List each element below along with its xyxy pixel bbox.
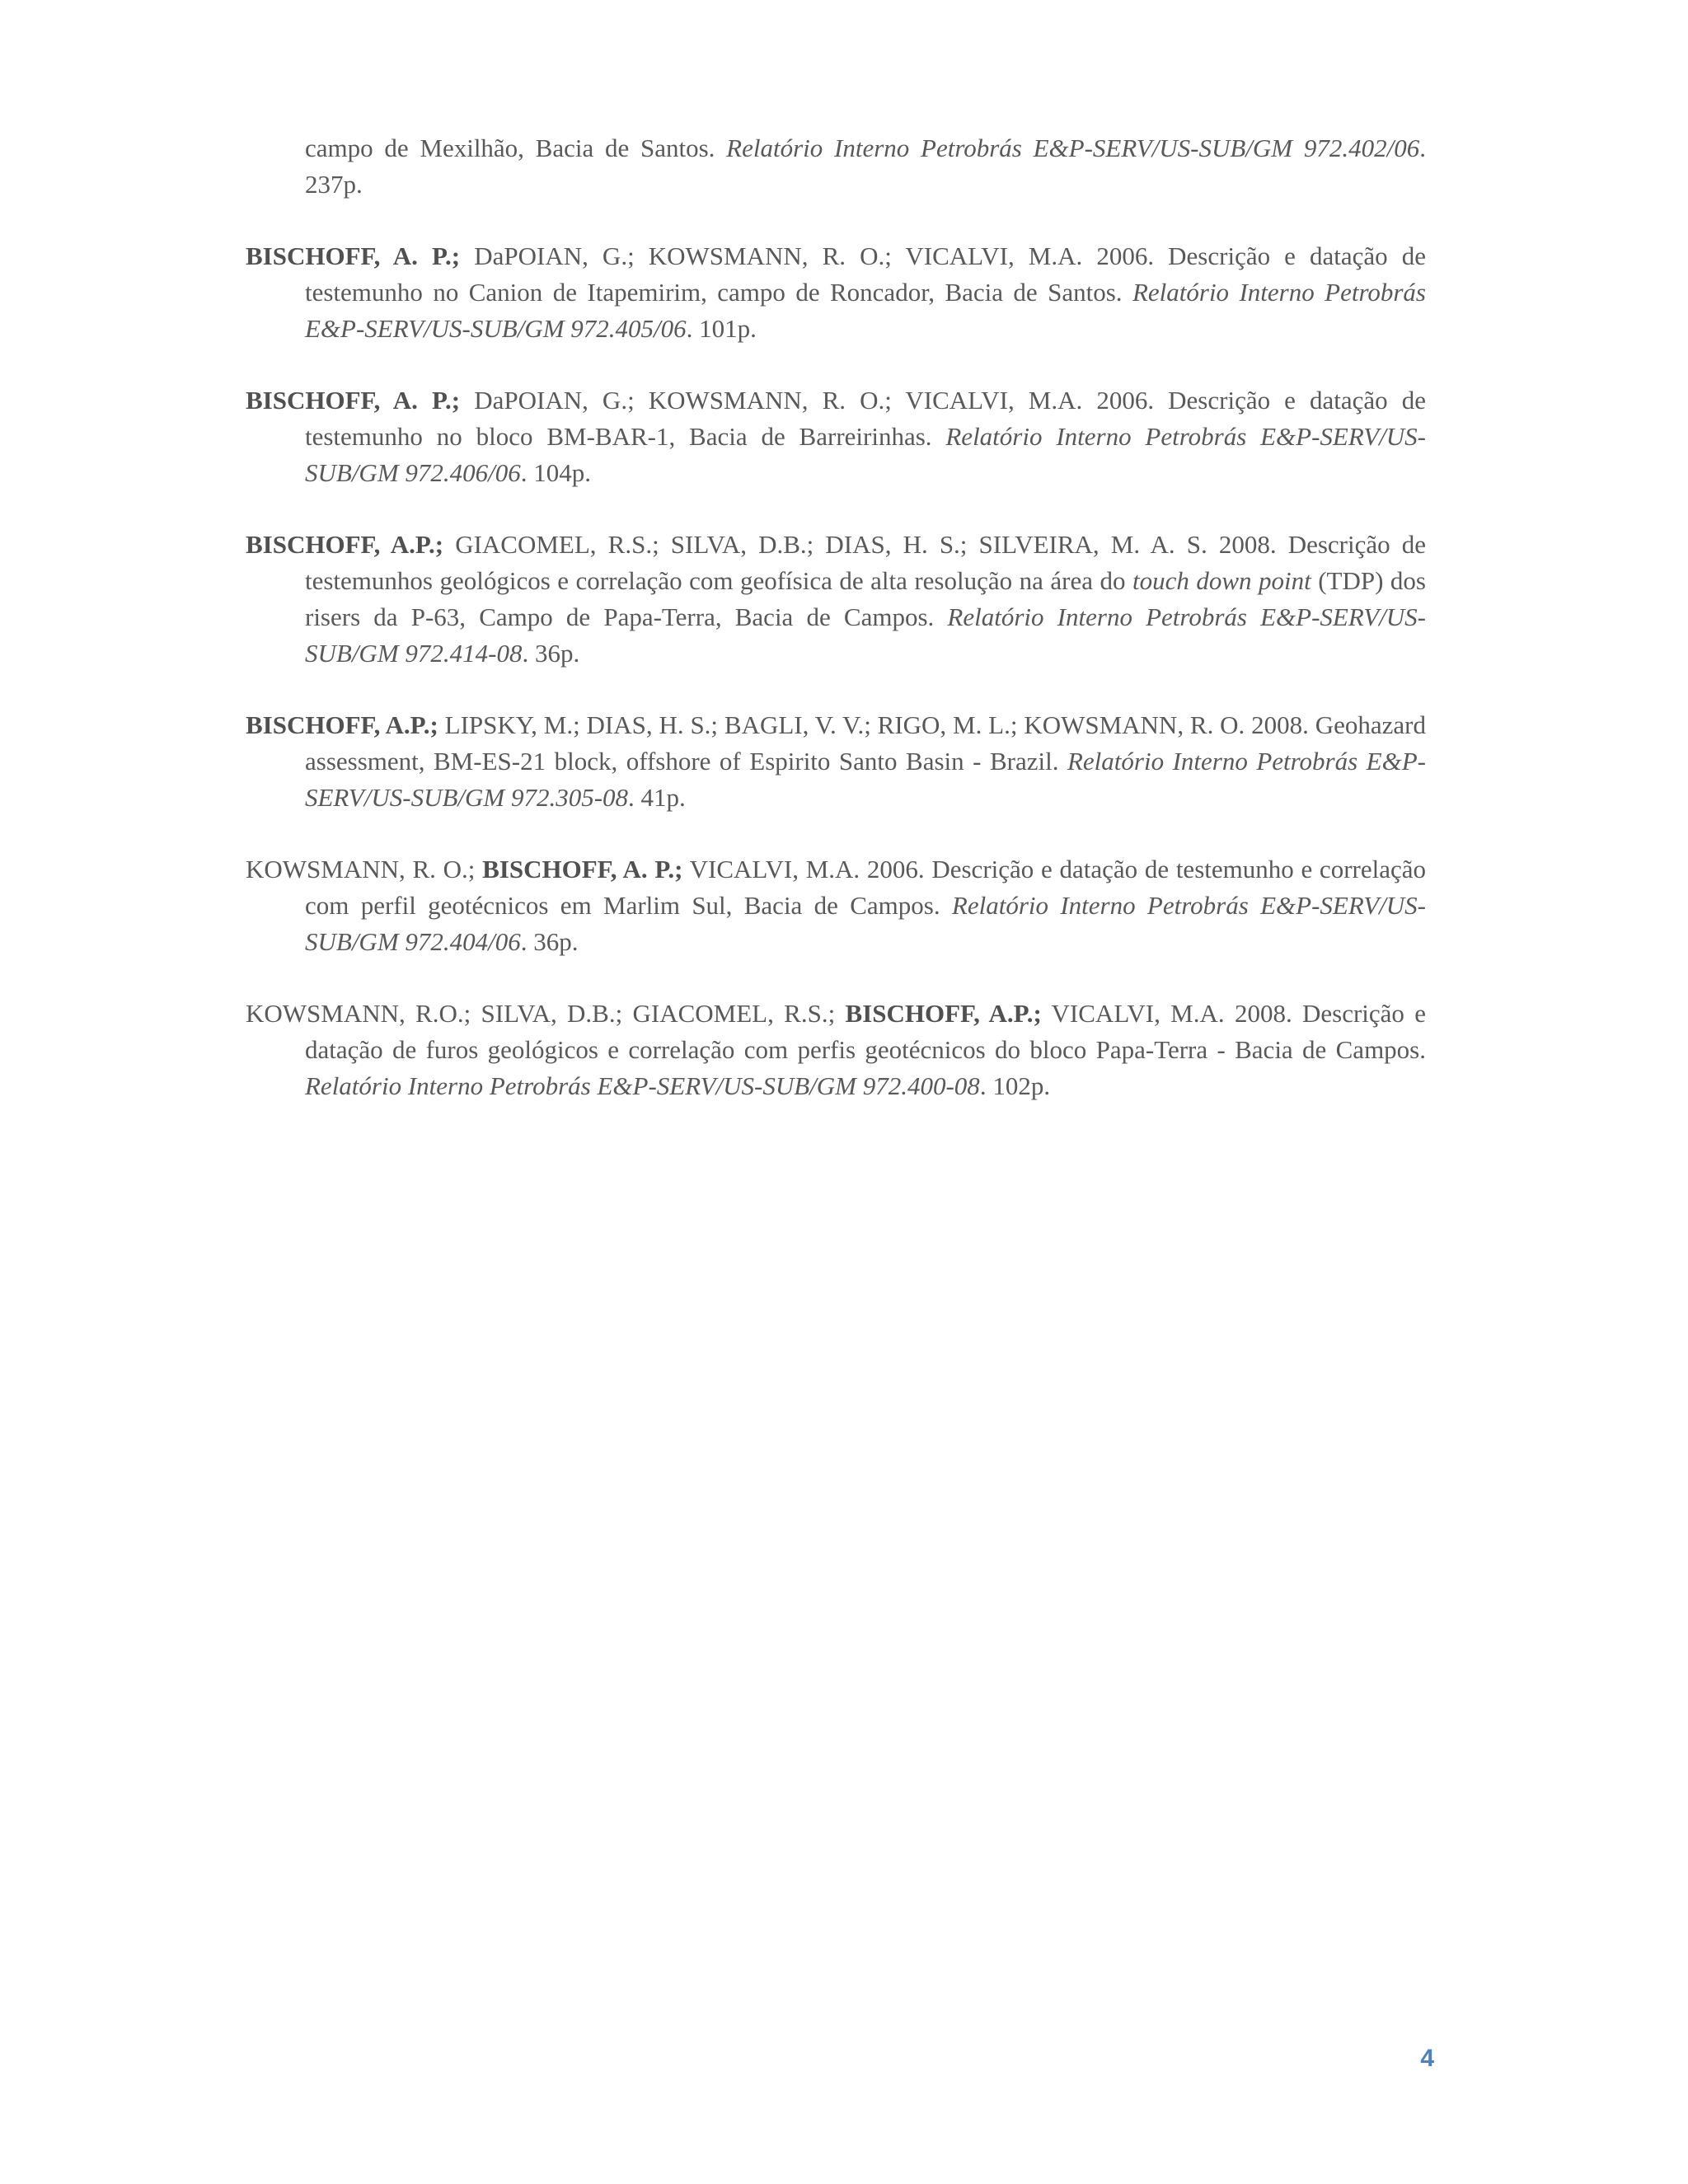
- reference-text: VICALVI, M.A. 2008. Descrição e datação de furos geológicos e correlação com perfis geotécnicos do bloco Papa-Terra - Bacia de Campos.: [305, 999, 1426, 1064]
- reference-text: . 104p.: [520, 458, 592, 487]
- reference-text: . 102p.: [979, 1071, 1051, 1100]
- reference-author-highlight: BISCHOFF, A.P.;: [246, 710, 438, 739]
- reference-source: Relatório Interno Petrobrás E&P-SERV/US-SUB/GM 972.406/06: [305, 422, 1426, 487]
- reference-text: . 237p.: [305, 134, 1426, 199]
- reference-entry: [246, 238, 1426, 347]
- reference-entry: [246, 707, 1426, 816]
- reference-source: Relatório Interno Petrobrás E&P-SERV/US-SUB/GM 972.405/06: [305, 278, 1426, 343]
- reference-list: [246, 130, 1426, 1140]
- reference-author-highlight: BISCHOFF, A.P.;: [845, 999, 1042, 1028]
- reference-entry: [246, 527, 1426, 672]
- reference-source: Relatório Interno Petrobrás E&P-SERV/US-SUB/GM 972.400-08: [305, 1071, 980, 1100]
- reference-author-highlight: BISCHOFF, A. P.;: [246, 241, 461, 270]
- reference-author-highlight: BISCHOFF, A.P.;: [246, 530, 444, 559]
- page-number: 4: [1420, 2045, 1434, 2072]
- reference-text: KOWSMANN, R. O.;: [246, 855, 483, 883]
- reference-text: . 41p.: [628, 783, 686, 812]
- reference-entry: [246, 130, 1426, 203]
- reference-text: GIACOMEL, R.S.; SILVA, D.B.; DIAS, H. S.; SILVEIRA, M. A. S. 2008. Descrição de testemunhos geológicos e correlação com geofísica de alta resolução na área do: [305, 530, 1426, 595]
- reference-entry: [246, 382, 1426, 491]
- reference-entry: [246, 851, 1426, 960]
- reference-text: LIPSKY, M.; DIAS, H. S.; BAGLI, V. V.; RIGO, M. L.; KOWSMANN, R. O. 2008. Geohazard assessment, BM-ES-21 block, offshore of Espirito Santo Basin - Brazil.: [305, 710, 1426, 776]
- reference-term: touch down point: [1132, 566, 1311, 595]
- reference-text: KOWSMANN, R.O.; SILVA, D.B.; GIACOMEL, R.S.;: [246, 999, 846, 1028]
- reference-source: Relatório Interno Petrobrás E&P-SERV/US-SUB/GM 972.404/06: [305, 891, 1426, 956]
- reference-author-highlight: BISCHOFF, A. P.;: [482, 855, 683, 883]
- reference-author-highlight: BISCHOFF, A. P.;: [246, 386, 461, 415]
- reference-text: DaPOIAN, G.; KOWSMANN, R. O.; VICALVI, M.A. 2006. Descrição e datação de testemunho no Canion de Itapemirim, campo de Roncador, Bacia de Santos.: [305, 241, 1427, 307]
- reference-source: Relatório Interno Petrobrás E&P-SERV/US-SUB/GM 972.305-08: [305, 747, 1426, 812]
- reference-source: Relatório Interno Petrobrás E&P-SERV/US-SUB/GM 972.402/06: [726, 134, 1420, 162]
- reference-text: . 36p.: [522, 639, 580, 668]
- reference-text: VICALVI, M.A. 2006. Descrição e datação de testemunho e correlação com perfil geotécnicos em Marlim Sul, Bacia de Campos.: [305, 855, 1426, 920]
- reference-source: Relatório Interno Petrobrás E&P-SERV/US-SUB/GM 972.414-08: [305, 602, 1426, 668]
- reference-text: (TDP) dos risers da P-63, Campo de Papa-Terra, Bacia de Campos.: [305, 566, 1426, 631]
- reference-text: campo de Mexilhão, Bacia de Santos.: [305, 134, 727, 162]
- reference-text: . 101p.: [686, 314, 757, 343]
- reference-entry: [246, 996, 1426, 1104]
- reference-text: DaPOIAN, G.; KOWSMANN, R. O.; VICALVI, M.A. 2006. Descrição e datação de testemunho no bloco BM-BAR-1, Bacia de Barreirinhas.: [305, 386, 1427, 451]
- reference-text: . 36p.: [520, 927, 579, 956]
